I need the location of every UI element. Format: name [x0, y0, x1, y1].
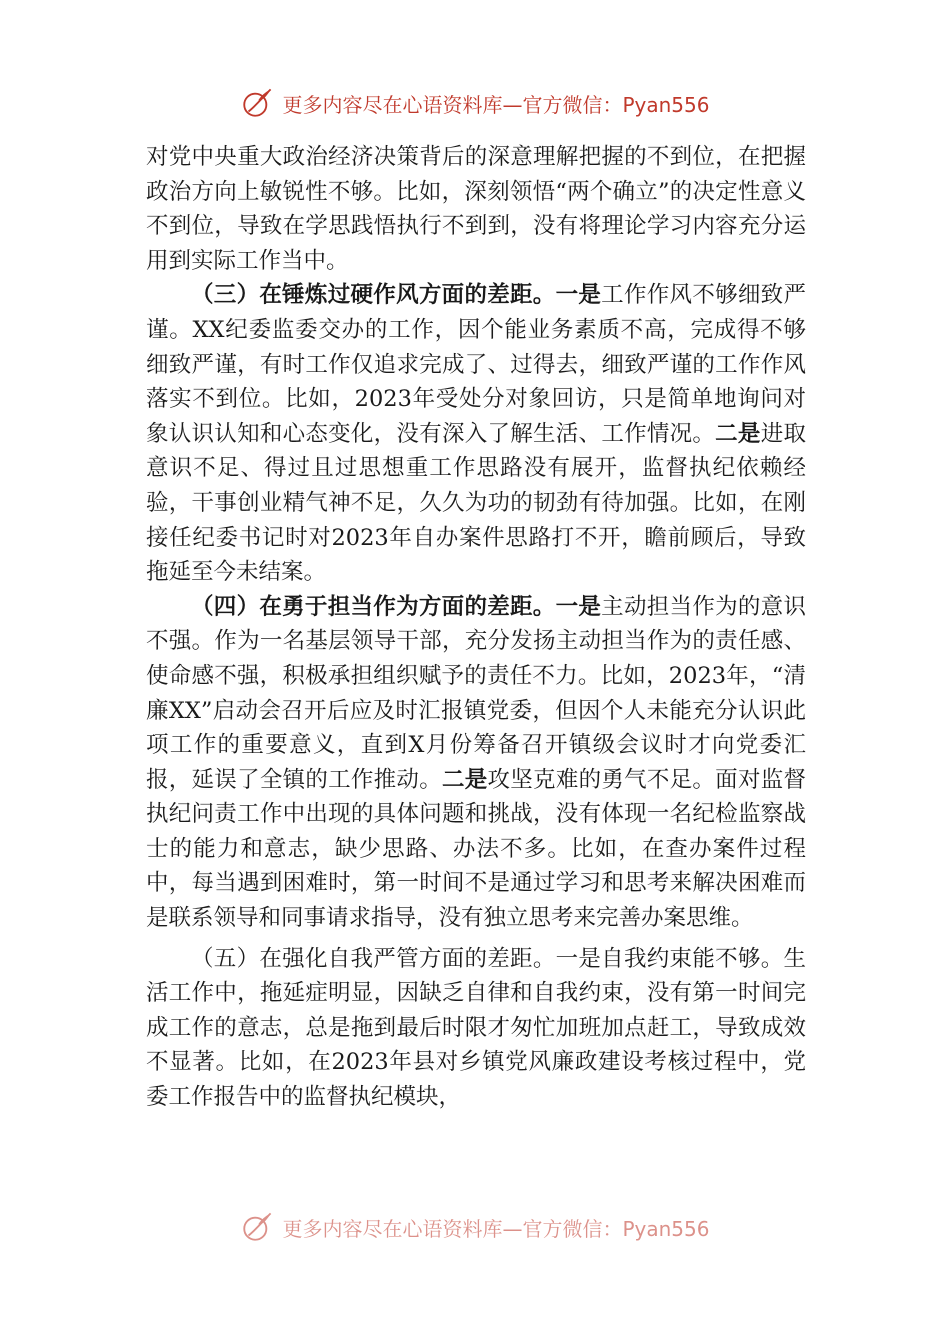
paragraph-section-3: [146, 278, 806, 589]
section-3-text-1: 工作作风不够细致严谨。XX纪委监委交办的工作，因个能业务素质不高，完成得不够细致严谨，有时工作仅追求完成了、过得去，细致严谨的工作作风落实不到位。比如，2023年受处分对象回访，只是简单地询问对象认识认知和心态变化，没有深入了解生活、工作情况。: [146, 282, 806, 447]
watermark-header: [0, 86, 950, 120]
watermark-footer: [0, 1210, 950, 1244]
section-3-lead-2: 二是: [715, 420, 761, 447]
section-3-text-2: 进取意识不足、得过且过思想重工作思路没有展开，监督执纪依赖经验，干事创业精气神不足，久久为功的韧劲有待加强。比如，在刚接任纪委书记时对2023年自办案件思路打不开，瞻前顾后，导致拖延至今未结案。: [146, 420, 806, 586]
paragraph-section-4: [146, 590, 806, 936]
section-4-heading: （四）在勇于担当作为方面的差距。: [191, 593, 556, 620]
paragraph-section-5: （五）在强化自我严管方面的差距。一是自我约束能不够。生活工作中，拖延症明显，因缺乏自律和自我约束，没有第一时间完成工作的意志，总是拖到最后时限才匆忙加班加点赶工，导致成效不显著。比如，在2023年县对乡镇党风廉政建设考核过程中，党委工作报告中的监督执纪模块，: [146, 945, 806, 1111]
section-4-text-1: 主动担当作为的意识不强。作为一名基层领导干部，充分发扬主动担当作为的责任感、使命感不强，积极承担组织赋予的责任不力。比如，2023年，“清廉XX”启动会召开后应及时汇报镇党委，但因个人未能充分认识此项工作的重要意义，直到X月份筹备召开镇级会议时才向党委汇报，延误了全镇的工作推动。: [146, 593, 806, 793]
paragraph-continued: 对党中央重大政治经济决策背后的深意理解把握的不到位，在把握政治方向上敏锐性不够。比如，深刻领悟“两个确立”的决定性意义不到位，导致在学思践悟执行不到到，没有将理论学习内容充分运用到实际工作当中。: [146, 144, 806, 274]
section-4-lead-2: 二是: [441, 766, 488, 793]
watermark-text: 更多内容尽在心语资料库—官方微信：Pyan556: [282, 1216, 710, 1241]
section-3-heading: （三）在锤炼过硬作风方面的差距。: [191, 282, 556, 309]
feather-logo-icon: [240, 86, 274, 120]
section-4-text-2: 攻坚克难的勇气不足。面对监督执纪问责工作中出现的具体问题和挑战，没有体现一名纪检监察战士的能力和意志，缺少思路、办法不多。比如，在查办案件过程中，每当遇到困难时，第一时间不是通过学习和思考来解决困难而是联系领导和同事请求指导，没有独立思考来完善办案思维。: [146, 766, 806, 932]
section-4-lead-1: 一是: [555, 593, 602, 620]
section-3-lead-1: 一是: [555, 282, 602, 309]
feather-logo-icon: [240, 1210, 274, 1244]
document-body: [146, 140, 806, 1115]
watermark-text: 更多内容尽在心语资料库—官方微信：Pyan556: [282, 92, 710, 117]
